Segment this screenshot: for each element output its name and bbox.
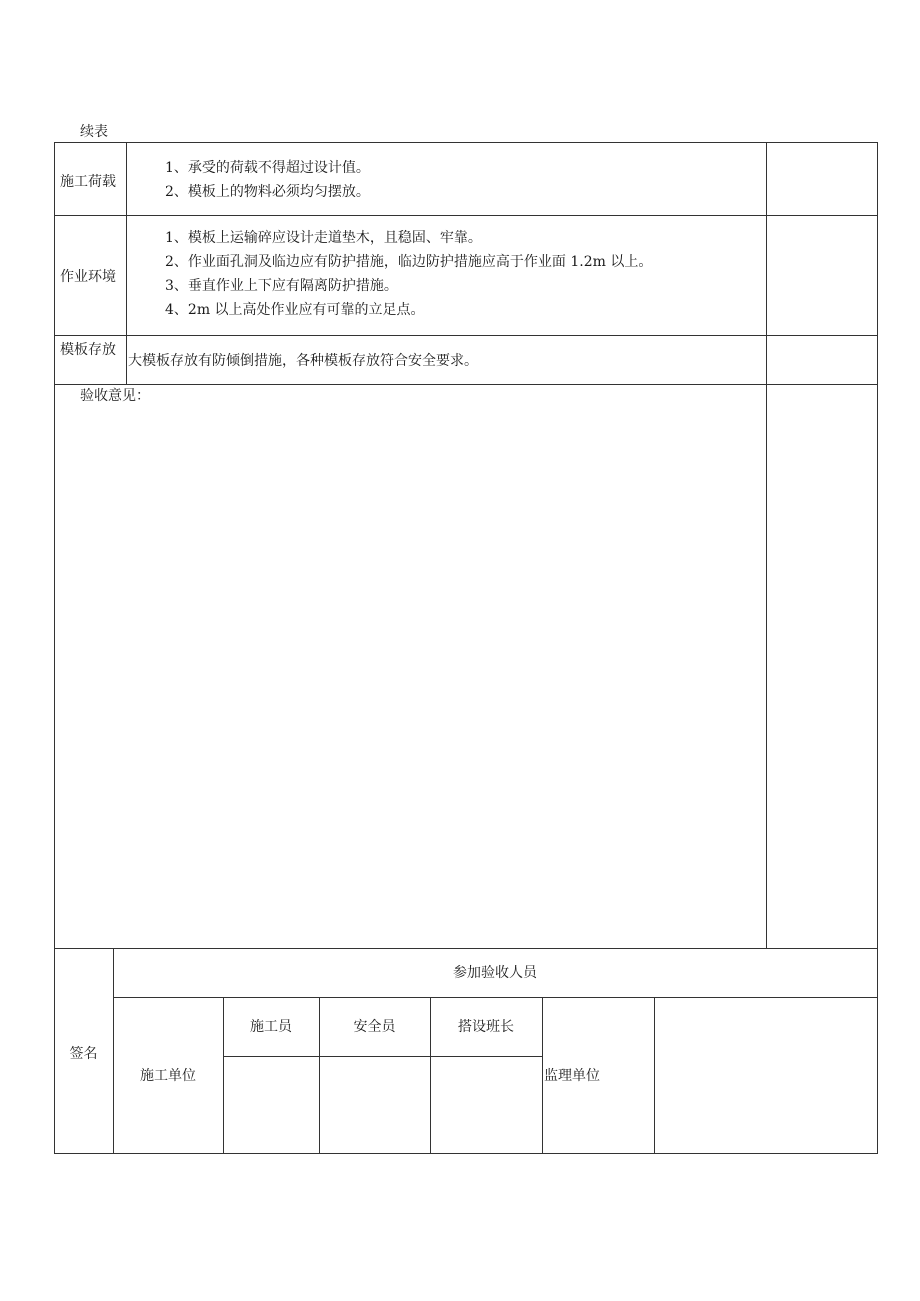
signature-field-constructor[interactable]: [224, 1057, 319, 1153]
list-item: 2、作业面孔洞及临边应有防护措施，临边防护措施应高于作业面 1.2m 以上。: [165, 254, 653, 270]
storage-requirement: 大模板存放有防倾倒措施，各种模板存放符合安全要求。: [128, 353, 478, 369]
grid-line: [766, 142, 767, 949]
role-header-safety-officer: 安全员: [353, 1019, 396, 1035]
list-item: 4、2m 以上高处作业应有可靠的立足点。: [165, 302, 425, 318]
row-label-environment: 作业环境: [60, 269, 116, 285]
grid-line: [126, 142, 127, 385]
row-label-load: 施工荷载: [60, 174, 116, 190]
list-item: 3、垂直作业上下应有隔离防护措施。: [165, 278, 398, 294]
participants-header: 参加验收人员: [453, 965, 537, 981]
role-header-constructor: 施工员: [250, 1019, 292, 1035]
opinion-label: 验收意见：: [80, 388, 150, 404]
signature-label: 签名: [69, 1046, 98, 1062]
signature-field-safety-officer[interactable]: [320, 1057, 430, 1153]
signature-field-supervision[interactable]: [655, 998, 877, 1153]
grid-line: [542, 997, 543, 1154]
grid-line: [54, 335, 878, 336]
row-label-storage: 模板存放: [60, 342, 116, 358]
list-item: 2、模板上的物料必须均匀摆放。: [165, 184, 370, 200]
list-item: 1、模板上运输碎应设计走道垫木，且稳固、牢靠。: [165, 230, 482, 246]
list-item: 1、承受的荷载不得超过设计值。: [165, 160, 370, 176]
table-caption: 续表: [80, 124, 108, 140]
grid-line: [54, 1153, 878, 1154]
grid-line: [54, 142, 878, 143]
grid-line: [54, 215, 878, 216]
grid-line: [54, 142, 55, 1154]
construction-unit-label: 施工单位: [140, 1068, 196, 1084]
supervision-unit-label: 监理单位: [544, 1068, 600, 1084]
role-header-team-leader: 搭设班长: [458, 1019, 514, 1035]
grid-line: [877, 142, 878, 1154]
signature-field-team-leader[interactable]: [431, 1057, 542, 1153]
grid-line: [54, 948, 878, 949]
grid-line: [54, 384, 878, 385]
